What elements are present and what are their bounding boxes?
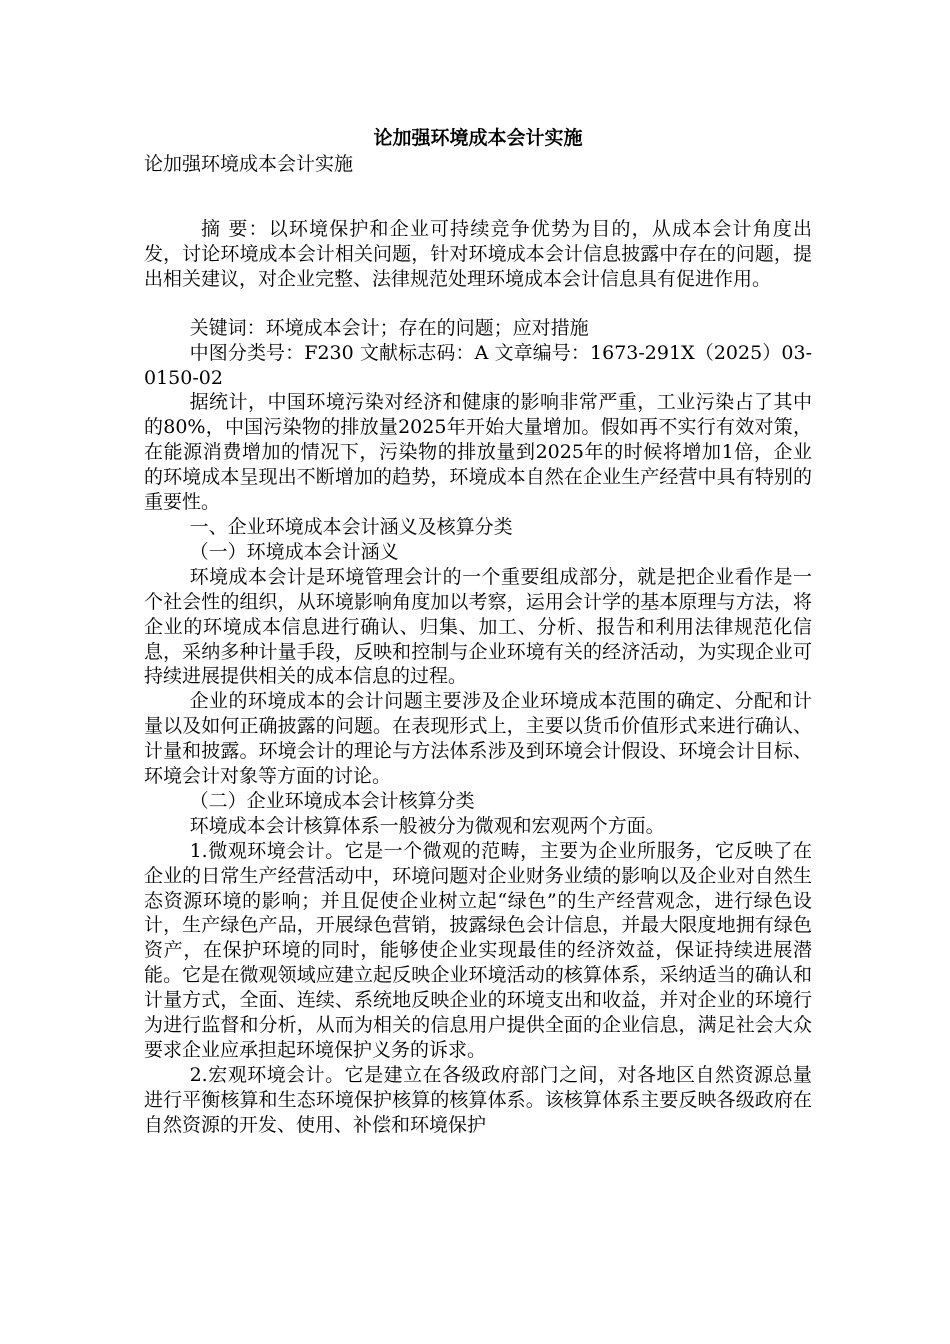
body-paragraph: 2.宏观环境会计。它是建立在各级政府部门之间，对各地区自然资源总量进行平衡核算和生态环境保护核算的核算体系。该核算体系主要反映各级政府在自然资源的开发、使用、补偿和环境保护: [144, 1063, 812, 1136]
blank-line: [144, 177, 812, 203]
section-heading: 一、企业环境成本会计涵义及核算分类: [189, 515, 513, 538]
classification-paragraph: 中图分类号：F230 文献标志码：A 文章编号：1673-291X（2025）03-0150-02: [144, 341, 812, 389]
body-paragraph: 环境成本会计核算体系一般被分为微观和宏观两个方面。: [189, 814, 665, 837]
document-title: 论加强环境成本会计实施: [373, 127, 583, 149]
document-subtitle: 论加强环境成本会计实施: [144, 153, 354, 175]
subsection-heading: （一）环境成本会计涵义: [189, 540, 399, 563]
blank-line: [144, 292, 812, 316]
keywords-paragraph: 关键词：环境成本会计；存在的问题；应对措施: [189, 316, 589, 339]
body-paragraph: 环境成本会计是环境管理会计的一个重要组成部分，就是把企业看作是一个社会性的组织，从环境影响角度加以考察，运用会计学的基本原理与方法，将企业的环境成本信息进行确认、归集、加工、分析、报告和利用法律规范化信息，采纳多种计量手段，反映和控制与企业环境有关的经济活动，为实现企业可持续进展提供相关的成本信息的过程。: [144, 565, 812, 688]
body-paragraph: 企业的环境成本的会计问题主要涉及企业环境成本范围的确定、分配和计量以及如何正确披露的问题。在表现形式上，主要以货币价值形式来进行确认、计量和披露。环境会计的理论与方法体系涉及到环境会计假设、环境会计目标、环境会计对象等方面的讨论。: [144, 690, 812, 788]
body-paragraph: 1.微观环境会计。它是一个微观的范畴，主要为企业所服务，它反映了在企业的日常生产经营活动中，环境问题对企业财务业绩的影响以及企业对自然生态资源环境的影响；并且促使企业树立起“绿色”的生产经营观念，进行绿色设计，生产绿色产品，开展绿色营销，披露绿色会计信息，并最大限度地拥有绿色资产，在保护环境的同时，能够使企业实现最佳的经济效益，保证持续进展潜能。它是在微观领域应建立起反映企业环境活动的核算体系，采纳适当的确认和计量方式，全面、连续、系统地反映企业的环境支出和收益，并对企业的环境行为进行监督和分析，从而为相关的信息用户提供全面的企业信息，满足社会大众要求企业应承担起环境保护义务的诉求。: [144, 839, 812, 1061]
subsection-heading: （二）企业环境成本会计核算分类: [189, 789, 475, 812]
abstract-paragraph: 摘 要：以环境保护和企业可持续竞争优势为目的，从成本会计角度出发，讨论环境成本会计相关问题，针对环境成本会计信息披露中存在的问题，提出相关建议，对企业完整、法律规范处理环境成本会计信息具有促进作用。: [144, 218, 812, 290]
document-page: [144, 125, 812, 1138]
body-paragraph: 据统计，中国环境污染对经济和健康的影响非常严重，工业污染占了其中的80%，中国污染物的排放量2025年开始大量增加。假如再不实行有效对策，在能源消费增加的情况下，污染物的排放量到2025年的时候将增加1倍，企业的环境成本呈现出不断增加的趋势，环境成本自然在企业生产经营中具有特别的重要性。: [144, 391, 812, 514]
